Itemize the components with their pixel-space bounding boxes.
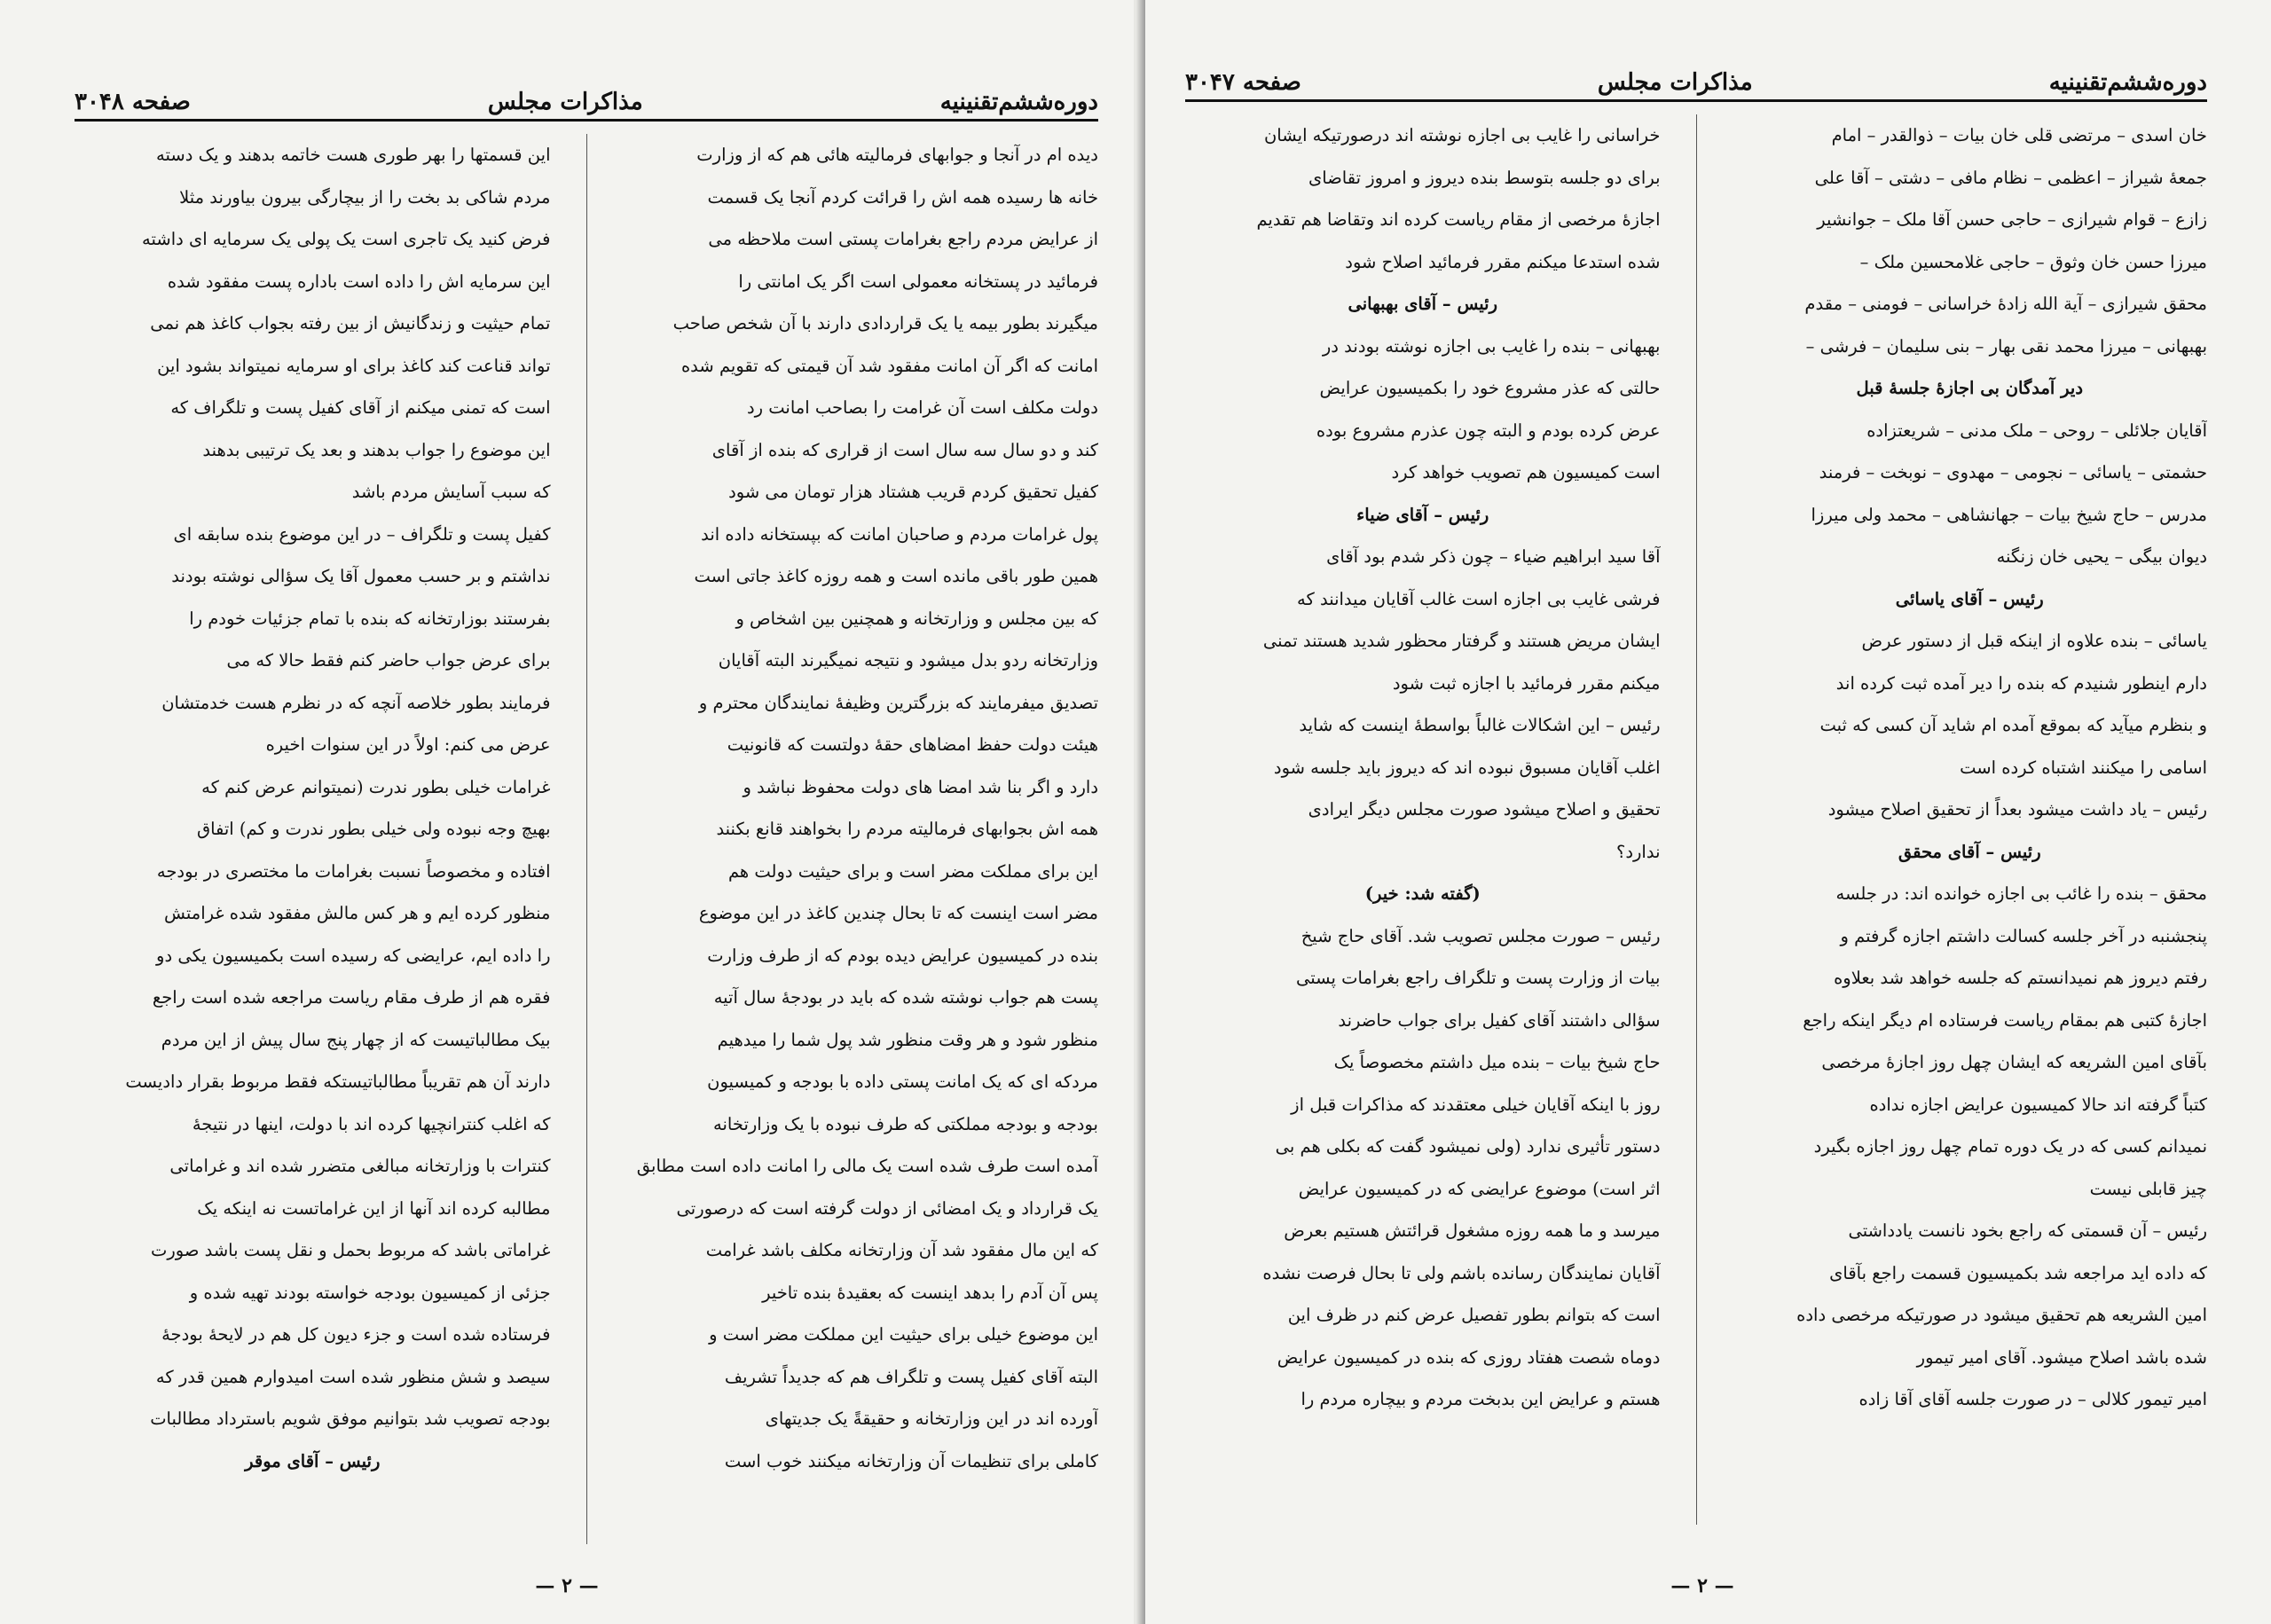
text-line: آقایان جلائلی – روحی – ملک مدنی – شریعتزاده: [1866, 420, 2207, 441]
text-line: اسامی را میکنند اشتباه کرده است: [1960, 757, 2207, 778]
text-line: حاج شیخ بیات – بنده میل داشتم مخصوصاً یک: [1333, 1052, 1661, 1072]
text-line: بیات از وزارت پست و تلگراف راجع بغرامات پستی: [1296, 968, 1661, 988]
speaker-line: (گفته شد: خیر): [1364, 883, 1481, 904]
text-line: این سرمایه اش را داده است باداره پست مفقود شده: [167, 271, 551, 292]
page-header: [75, 89, 1098, 122]
text-line: آقایان نمایندگان رسانده باشم ولی تا بحال فرصت نشده: [1262, 1262, 1661, 1283]
text-line: بآقای امین الشریعه که ایشان چهل روز اجازهٔ مرخصی: [1821, 1052, 2207, 1072]
text-line: فرض کنید یک تاجری است یک پولی یک سرمایه ای داشته: [142, 229, 551, 249]
text-line: پست هم جواب نوشته شده که باید در بودجهٔ سال آتیه: [713, 987, 1098, 1008]
text-line: مدرس – حاج شیخ بیات – جهانشاهی – محمد ولی میرزا: [1811, 504, 2207, 525]
header-title: مذاکرات مجلس: [1597, 69, 1753, 96]
text-line: بودجه و بودجه مملکتی که طرف نبوده با یک وزارتخانه: [713, 1113, 1098, 1134]
text-line: اغلب آقایان مسبوق نبوده اند که دیروز باید جلسه شود: [1273, 757, 1661, 778]
text-line: هستم و عرایض این بدبخت مردم و بیچاره مردم را: [1301, 1389, 1661, 1409]
text-line: فقره هم از طرف مقام ریاست مراجعه شده است راجع: [152, 987, 551, 1008]
text-line: اثر است) موضوع عرایضی که در کمیسیون عرایض: [1298, 1178, 1661, 1199]
text-line: دستور تأثیری ندارد (ولی نمیشود گفت که بکلی هم بی: [1275, 1136, 1661, 1157]
text-line: است که بتوانم بطور تفصیل عرض کنم در ظرف این: [1287, 1305, 1661, 1325]
text-line: اجازهٔ مرخصی از مقام ریاست کرده اند وتقاضا هم تقدیم: [1256, 209, 1661, 230]
text-line: دوماه شصت هفتاد روزی که بنده در کمیسیون عرایض: [1277, 1346, 1661, 1368]
text-line: حالتی که عذر مشروع خود را بکمیسیون عرایض: [1319, 378, 1661, 398]
text-line: بفرستند بوزارتخانه که بنده با تمام جزئیات خودم را: [189, 608, 551, 629]
text-columns: [75, 134, 1098, 1544]
text-line: کنترات با وزارتخانه مبالغی متضرر شده اند و غراماتی: [169, 1156, 551, 1176]
text-line: فرشی غایب بی اجازه است غالب آقایان میدانند که: [1297, 588, 1661, 609]
text-line: این موضوع خیلی برای حیثیت این مملکت مضر است و: [709, 1324, 1098, 1345]
text-line: رئیس – این اشکالات غالباً بواسطهٔ اینست که شاید: [1299, 715, 1661, 735]
text-line: خانه ها رسیده همه اش را قرائت کردم آنجا یک قسمت: [707, 186, 1098, 208]
text-line: آورده اند در این وزارتخانه و حقیقةً یک جدیتهای: [765, 1408, 1098, 1429]
text-line: که اغلب کنترانچیها کرده اند با دولت، اینها در نتیجهٔ: [192, 1113, 551, 1134]
text-line: مردم شاکی بد بخت را از بیچارگی بیرون بیاورند مثلا: [179, 186, 551, 208]
text-line: این برای مملکت مضر است و برای حیثیت دولت هم: [727, 860, 1098, 882]
text-line: تمام حیثیت و زندگانیش از بین رفته بجواب کاغذ هم نمی: [150, 313, 551, 333]
speaker-line: دیر آمدگان بی اجازهٔ جلسهٔ قبل: [1856, 378, 2084, 398]
text-line: رئیس – صورت مجلس تصویب شد. آقای حاج شیخ: [1301, 925, 1661, 946]
column-right: [1733, 114, 2208, 1525]
text-line: پنجشنبه در آخر جلسه کسالت داشتم اجازه گرفتم و: [1840, 925, 2207, 946]
text-line: دارند آن هم تقریباً مطالباتیستکه فقط مربوط بقرار دادیست: [125, 1071, 551, 1092]
text-line: همه اش بجوابهای فرمالیته مردم را بخواهند قانع بکنند: [716, 819, 1098, 839]
speaker-line: رئیس – آقای یاسائی: [1895, 588, 2044, 609]
text-line: برای دو جلسه بتوسط بنده دیروز و امروز تقاضای: [1308, 167, 1661, 188]
text-line: مضر است اینست که تا بحال چندین کاغذ در این موضوع: [698, 903, 1098, 923]
text-line: کفیل تحقیق کردم قریب هشتاد هزار تومان می شود: [728, 482, 1098, 502]
column-right: [623, 134, 1099, 1544]
text-line: میرسد و ما همه روزه مشغول قرائتش هستیم بعرض: [1284, 1220, 1661, 1241]
text-line: این موضوع را جواب بدهند و بعد یک ترتیبی بدهند: [202, 439, 551, 460]
text-line: منظور کرده ایم و هر کس مالش مفقود شده غرامتش: [164, 903, 551, 923]
text-line: میکنم مقرر فرمائید با اجازه ثبت شود: [1392, 672, 1661, 694]
text-line: فرمایند بطور خلاصه آنچه که در نظرم هست خدمتشان: [161, 692, 551, 713]
text-line: کفیل پست و تلگراف – در این موضوع بنده سابقه ای: [173, 523, 551, 545]
text-line: زازع – قوام شیرازی – حاجی حسن آقا ملک – جوانشیر: [1817, 209, 2207, 230]
text-line: دولت مکلف است آن غرامت را بصاحب امانت رد: [746, 397, 1098, 418]
text-line: امیر تیمور کلالی – در صورت جلسه آقای آقا زاده: [1858, 1389, 2207, 1409]
text-line: میگیرند بطور بیمه یا یک قراردادی دارند با آن شخص صاحب: [672, 313, 1098, 333]
text-line: شده باشد اصلاح میشود. آقای امیر تیمور: [1916, 1346, 2207, 1368]
text-line: فرستاده شده است و جزء دیون کل هم در لایحهٔ بودجهٔ: [161, 1324, 551, 1345]
text-line: جمعهٔ شیراز – اعظمی – نظام مافی – دشتی – آقا علی: [1814, 167, 2207, 188]
text-line: آقا سید ابراهیم ضیاء – چون ذکر شدم بود آقای: [1326, 546, 1661, 567]
text-line: دارم اینطور شنیدم که بنده را دیر آمده ثبت کرده اند: [1835, 672, 2207, 694]
text-line: بهبهانی – میرزا محمد نقی بهار – بنی سلیمان – فرشی –: [1805, 335, 2207, 357]
text-line: نداشتم و بر حسب معمول آقا یک سؤالی نوشته بودند: [171, 566, 551, 586]
column-divider: [586, 134, 587, 1544]
text-line: هیئت دولت حفظ امضاهای حقهٔ دولتست که قانونیت: [727, 734, 1098, 755]
text-line: پول غرامات مردم و صاحبان امانت که بپستخانه داده اند: [701, 523, 1098, 545]
text-line: روز با اینکه آقایان خیلی معتقدند که مذاکرات قبل از: [1291, 1094, 1661, 1115]
text-line: مردکه ای که یک امانت پستی داده با بودجه و کمیسیون: [707, 1071, 1098, 1092]
text-line: برای عرض جواب حاضر کنم فقط حالا که می: [226, 650, 551, 671]
text-line: شده استدعا میکنم مقرر فرمائید اصلاح شود: [1345, 251, 1661, 272]
text-line: محقق – بنده را غائب بی اجازه خوانده اند: در جلسه: [1835, 883, 2207, 904]
text-line: و بنظرم میآید که بموقع آمده ام شاید آن کسی که ثبت: [1819, 715, 2207, 735]
text-line: میرزا حسن خان وثوق – حاجی غلامحسین ملک –: [1859, 251, 2207, 272]
text-line: منظور شود و هر وقت منظور شد پول شما را میدهیم: [717, 1029, 1098, 1050]
text-line: بهیچ وجه نبوده ولی خیلی بطور ندرت و کم) اتفاق: [196, 819, 551, 839]
text-line: نمیدانم کسی که در یک دوره تمام چهل روز اجازه بگیرد: [1813, 1136, 2207, 1157]
text-line: سؤالی داشتند آقای کفیل برای جواب حاضرند: [1338, 1009, 1661, 1031]
page-header: [1185, 69, 2207, 102]
text-line: ایشان مریض هستند و گرفتار محظور شدید هستند تمنی: [1262, 631, 1661, 651]
text-line: تواند قناعت کند کاغذ برای او سرمایه نمیتواند بشود این: [157, 355, 551, 376]
text-line: عرض کرده بودم و البته چون عذرم مشروع بوده: [1316, 420, 1661, 441]
column-left: [1185, 114, 1661, 1525]
text-line: که داده اید مراجعه شد بکمیسیون قسمت راجع بآقای: [1829, 1262, 2207, 1283]
speaker-line: رئیس – آقای محقق: [1898, 841, 2041, 862]
page-folio: — ۲ —: [1670, 1574, 1734, 1597]
text-columns: [1185, 114, 2207, 1525]
text-line: که بین مجلس و وزارتخانه و همچنین بین اشخاص و: [735, 608, 1098, 629]
text-line: امین الشریعه هم تحقیق میشود در صورتیکه مرخصی داده: [1796, 1305, 2207, 1325]
text-line: است که تمنی میکنم از آقای کفیل پست و تلگراف که: [170, 397, 551, 418]
text-line: عرض می کنم: اولاً در این سنوات اخیره: [265, 734, 551, 755]
text-line: دیوان بیگی – یحیی خان زنگنه: [1996, 546, 2207, 567]
text-line: که این مال مفقود شد آن وزارتخانه مکلف باشد غرامت: [705, 1240, 1098, 1260]
text-line: است کمیسیون هم تصویب خواهد کرد: [1391, 462, 1661, 482]
header-page-number: صفحه ۳۰۴۷: [1185, 69, 1301, 96]
text-line: بودجه تصویب شد بتوانیم موفق شویم باسترداد مطالبات: [150, 1408, 551, 1429]
text-line: آمده است طرف شده است یک مالی را امانت داده است مطابق: [636, 1156, 1098, 1176]
text-line: ندارد؟: [1615, 841, 1661, 862]
text-line: از عرایض مردم راجع بغرامات پستی است ملاحظه می: [708, 229, 1098, 249]
speaker-line: رئیس – آقای ضیاء: [1356, 504, 1489, 525]
speaker-line: رئیس – آقای بهبهانی: [1348, 294, 1498, 314]
page-folio: — ۲ —: [535, 1574, 599, 1597]
text-line: محقق شیرازی – آیة الله زادهٔ خراسانی – فومنی – مقدم: [1804, 294, 2207, 314]
text-line: چیز قابلی نیست: [2089, 1178, 2207, 1199]
text-line: جزئی از کمیسیون بودجه خواسته بودند تهیه شده و: [189, 1282, 551, 1303]
text-line: همین طور باقی مانده است و همه روزه کاغذ جاتی است: [694, 566, 1098, 586]
text-line: بیک مطالباتیست که از چهار پنج سال پیش از این مردم: [161, 1029, 551, 1050]
text-line: بهبهانی – بنده را غایب بی اجازه نوشته بودند در: [1322, 335, 1661, 357]
text-line: کاملی برای تنظیمات آن وزارتخانه میکنند خوب است: [724, 1450, 1098, 1471]
text-line: غرامات خیلی بطور ندرت (نمیتوانم عرض کنم که: [201, 776, 551, 797]
page-3048: [0, 0, 1134, 1624]
text-line: این قسمتها را بهر طوری هست خاتمه بدهند و یک دسته: [156, 145, 551, 165]
text-line: رئیس – یاد داشت میشود بعداً از تحقیق اصلاح میشود: [1827, 799, 2207, 820]
header-title: مذاکرات مجلس: [487, 89, 643, 115]
text-line: رئیس – آن قسمتی که راجع بخود نانست یادداشتی: [1848, 1220, 2207, 1241]
text-line: دیده ام در آنجا و جوابهای فرمالیته هائی هم که از وزارت: [696, 145, 1098, 165]
text-line: غراماتی باشد که مربوط بحمل و نقل پست باشد صورت: [151, 1240, 551, 1260]
text-line: کتباً گرفته اند حالا کمیسیون عرایض اجازه نداده: [1869, 1094, 2207, 1115]
text-line: البته آقای کفیل پست و تلگراف هم که جدیداً تشریف: [724, 1366, 1098, 1387]
text-line: بنده در کمیسیون عرایض دیده بودم که از طرف وزارت: [707, 945, 1098, 966]
text-line: خراسانی را غایب بی اجازه نوشته اند درصورتیکه ایشان: [1263, 125, 1661, 145]
speaker-line: رئیس – آقای موقر: [245, 1450, 381, 1471]
text-line: فرمائید در پستخانه معمولی است اگر یک امانتی را: [738, 271, 1098, 292]
header-page-number: صفحه ۳۰۴۸: [75, 89, 191, 115]
text-line: افتاده و مخصوصاً نسبت بغرامات ما مختصری در بودجه: [156, 860, 551, 882]
text-line: اجازهٔ کتبی هم بمقام ریاست فرستاده ام دیگر اینکه راجع: [1803, 1009, 2207, 1031]
text-line: دارد و اگر بنا شد امضا های دولت محفوظ نباشد و: [743, 776, 1098, 797]
text-line: که سبب آسایش مردم باشد: [351, 482, 551, 502]
text-line: وزارتخانه ردو بدل میشود و نتیجه نمیگیرند البته آقایان: [718, 650, 1098, 671]
text-line: تصدیق میفرمایند که بزرگترین وظیفهٔ نمایندگان محترم و: [698, 692, 1098, 713]
text-line: یاسائی – بنده علاوه از اینکه قبل از دستور عرض: [1861, 631, 2207, 651]
text-line: را داده ایم، عرایضی که رسیده است بکمیسیون یکی دو: [156, 945, 551, 966]
text-line: حشمتی – یاسائی – نجومی – مهدوی – نوبخت – فرمند: [1819, 462, 2207, 482]
text-line: سیصد و شش منظور شده است امیدوارم همین قدر که: [155, 1366, 551, 1387]
text-line: مطالبه کرده اند آنها از این غراماتست نه اینکه یک: [197, 1197, 551, 1219]
text-line: تحقیق و اصلاح میشود صورت مجلس دیگر ایرادی: [1308, 799, 1661, 820]
header-session: دوره‌ششم‌تقنینیه: [2048, 69, 2207, 96]
column-left: [75, 134, 551, 1544]
text-line: پس آن آدم را بدهد اینست که بعقیدهٔ بنده تاخیر: [762, 1282, 1098, 1303]
text-line: رفتم دیروز هم نمیدانستم که جلسه خواهد شد بعلاوه: [1834, 968, 2207, 988]
text-line: خان اسدی – مرتضی قلی خان بیات – ذوالقدر – امام: [1831, 125, 2207, 145]
page-3047: [1134, 0, 2271, 1624]
text-line: امانت که اگر آن امانت مفقود شد آن قیمتی که تقویم شده: [680, 355, 1098, 376]
column-divider: [1696, 114, 1697, 1525]
text-line: کند و دو سال سه سال است از قراری که بنده از آقای: [711, 439, 1098, 460]
text-line: یک قرارداد و یک امضائی از دولت گرفته است که درصورتی: [676, 1197, 1098, 1219]
header-session: دوره‌ششم‌تقنینیه: [939, 89, 1098, 115]
